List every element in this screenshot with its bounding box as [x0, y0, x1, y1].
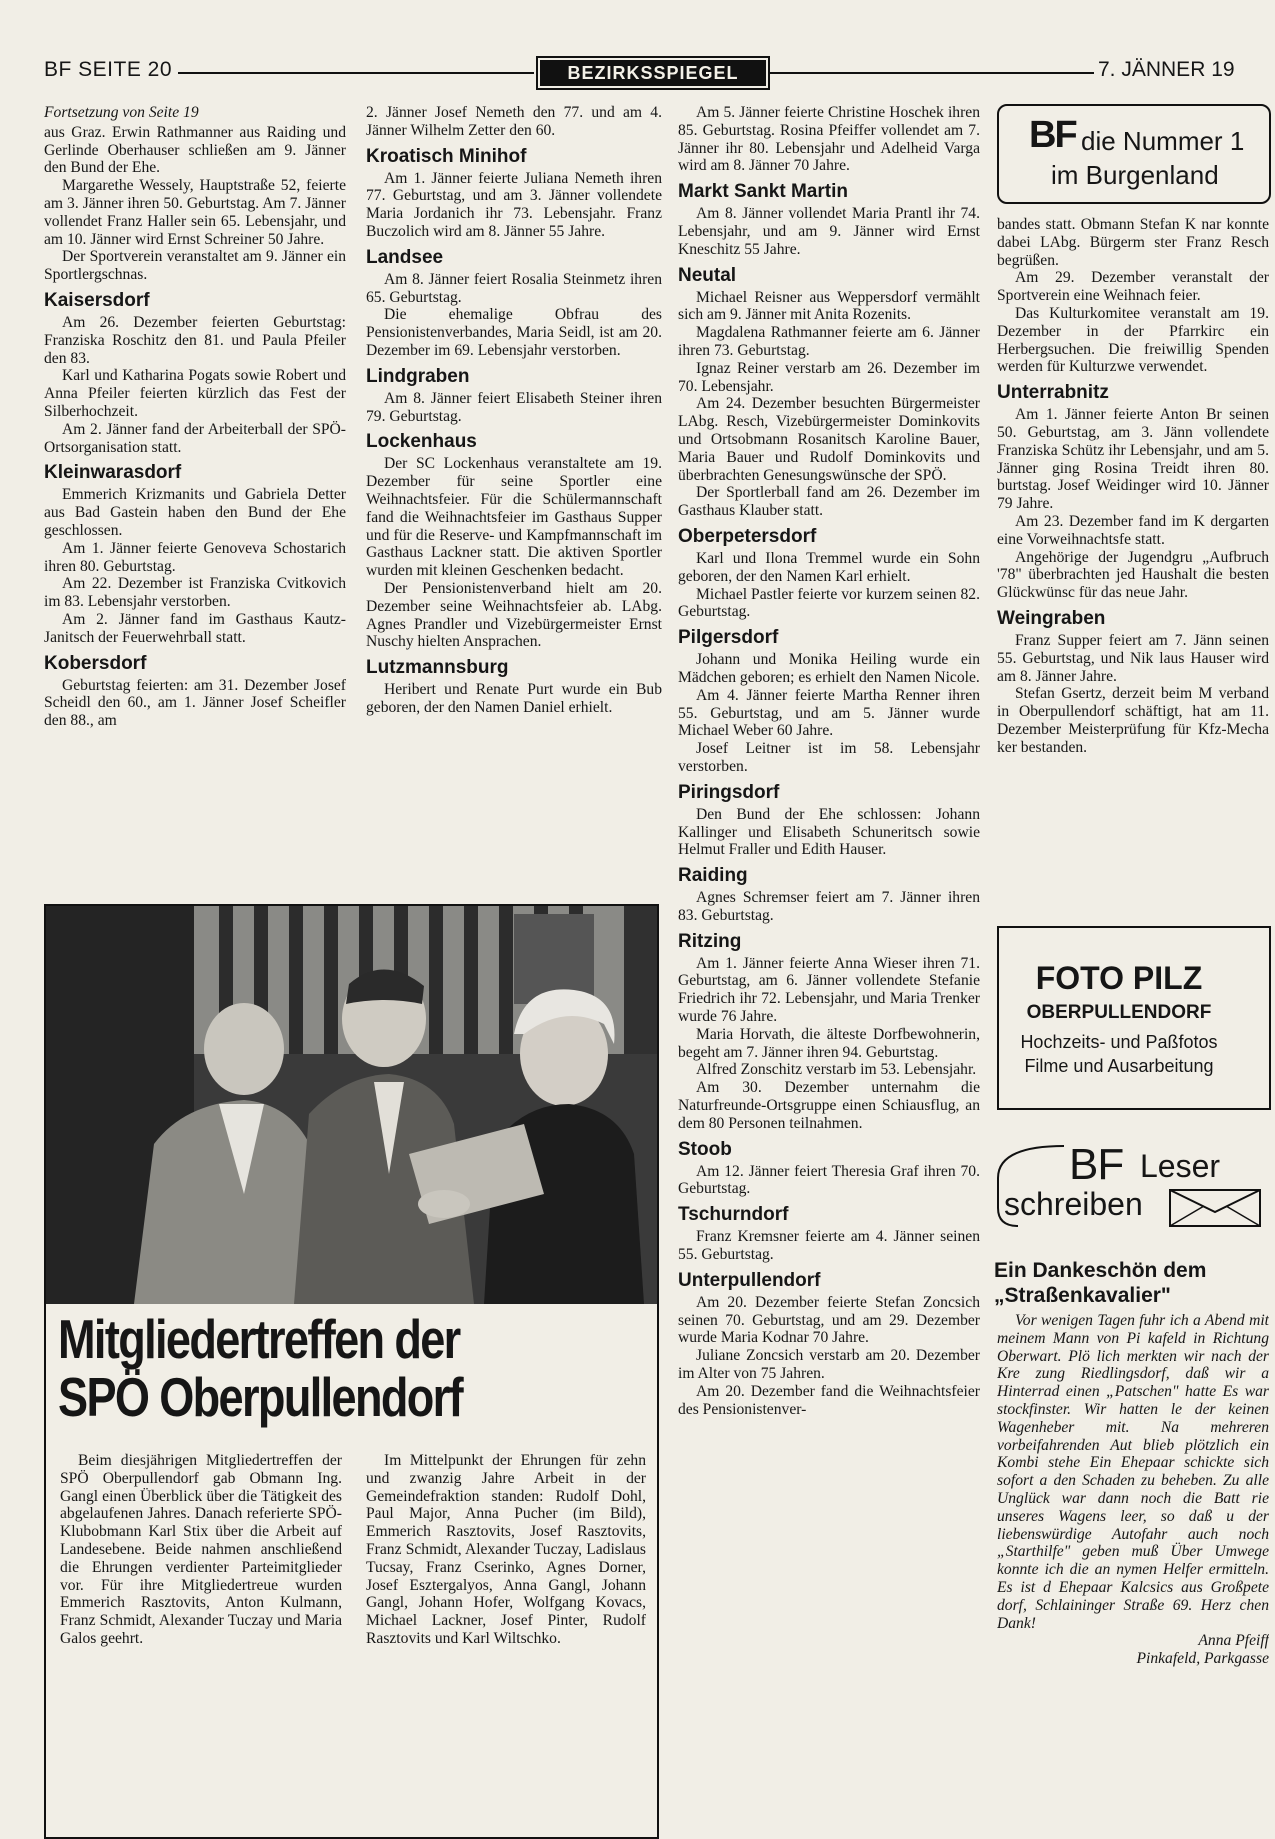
paragraph: Am 2. Jänner fand im Gasthaus Kautz-Janitsch der Feuerwehrball statt. [44, 610, 346, 646]
paragraph: Josef Leitner ist im 58. Lebensjahr verstorben. [678, 740, 980, 775]
paragraph: Am 24. Dezember besuchten Bürgermeister LAbg. Resch, Vizebürgermeister Dominkovits und Ortsobmann Rosanitsch Karoline Bauer, Maria Bauer und Rudolf Dominkovits und überbrachten Genesungswünsche der SPÖ. [678, 395, 980, 484]
article-column-left [60, 1452, 342, 1648]
foto-pilz-ad [997, 926, 1271, 1110]
section-heading: Kleinwarasdorf [44, 462, 182, 484]
section-heading: Pilgersdorf [678, 627, 779, 649]
section-heading: Piringsdorf [678, 781, 780, 803]
ad-line: Filme und Ausarbeitung [1024, 1056, 1214, 1076]
section-badge: BEZIRKSSPIEGEL [536, 56, 770, 90]
letters-word: schreiben [1004, 1186, 1143, 1222]
section-heading: Unterpullendorf [678, 1269, 821, 1291]
headline-line: Mitgliedertreffen der [58, 1308, 460, 1370]
column-1 [44, 104, 346, 730]
section-heading: Unterrabnitz [997, 382, 1109, 404]
paragraph: Am 4. Jänner feierte Martha Renner ihren 55. Geburtstag, und am 5. Jänner wurde Michael Weber 60 Jahre. [678, 686, 980, 740]
paragraph: Heribert und Renate Purt wurde ein Bub geboren, der den Namen Daniel erhielt. [366, 681, 662, 716]
paragraph: Das Kulturkomitee veranstalt am 19. Dezember in der Pfarrkirc ein Herbergsuchen. Die freiwillig Spenden werden für Kulturzwe verwendet. [997, 304, 1269, 376]
paragraph: Margarethe Wessely, Hauptstraße 52, feierte am 3. Jänner ihren 50. Geburtstag. Am 7. Jänner vollendet Franz Haller sein 65. Lebensjahr, und am 10. Jänner wird Ernst Schreiner 50 Jahre. [44, 177, 346, 248]
header-rule-right [768, 72, 1094, 74]
headline-line: SPÖ Oberpullendorf [58, 1366, 462, 1428]
paragraph: Am 23. Dezember fand im K dergarten eine Vorweihnachtsfe statt. [997, 512, 1269, 548]
paragraph: Juliane Zoncsich verstarb am 20. Dezember im Alter von 75 Jahren. [678, 1347, 980, 1383]
paragraph: aus Graz. Erwin Rathmanner aus Raiding und Gerlinde Oberhauser schließen am 9. Jänner den Bund der Ehe. [44, 123, 346, 177]
paragraph: Stefan Gsertz, derzeit beim M verband in Oberpullendorf schäftigt, hat am 11. Dezember Meisterprüfung für Kfz-Mecha ker bestanden. [997, 685, 1269, 756]
continued-note: Fortsetzung von Seite 19 [44, 104, 199, 121]
section-heading: Weingraben [997, 607, 1106, 629]
paragraph: Alfred Zonschitz verstarb im 53. Lebensjahr. [696, 1061, 977, 1079]
letter-text: Vor wenigen Tagen fuhr ich a Abend mit meinem Mann von Pi kafeld in Richtung Oberwart. Plö lich merkten wir nach der Kre zung Riedlingsdorf, daß wir a Hinterrad einen „Patschen" hatte Es war stockfinster. Wir hatten le der keinen Wagenheber mit. Na mehreren vorbeifahrenden Aut blieb plötzlich ein Kombi stehe Ein Ehepaar schickte sich sofort a den Schaden zu beheben. Zu alle Unglück war dann noch die Batt rie unseres Wagens leer, so daß u der liebenswürdige Autofahr auch noch „Starthilfe" geben muß Über Umwege konnte ich die an nymen Helfer ermitteln. Es ist d Ehepaar Kalcsics aus Großpete dorf, Schlaininger Straße 69. Herz chen Dank! [997, 1312, 1269, 1632]
paragraph: Die ehemalige Obfrau des Pensionistenverbandes, Maria Seidl, ist am 20. Dezember im 69. Lebensjahr verstorben. [366, 306, 662, 359]
letters-word: Leser [1140, 1148, 1221, 1184]
paragraph: bandes statt. Obmann Stefan K nar konnte dabei LAbg. Bürgerm ster Franz Resch begrüßen. [997, 216, 1269, 269]
paragraph: Der Sportlerball fand am 26. Dezember im Gasthaus Klauber statt. [678, 484, 980, 520]
column-3 [678, 104, 980, 1418]
paragraph: Ignaz Reiner verstarb am 26. Dezember im 70. Lebensjahr. [678, 359, 980, 395]
letter-body [997, 1312, 1269, 1752]
paragraph: Am 22. Dezember ist Franziska Cvitkovich im 83. Lebensjahr verstorben. [44, 575, 346, 611]
paragraph: Am 1. Jänner feierte Anton Br seinen 50. Geburtstag, am 3. Jänn vollendete Franziska Schütz ihr Lebensjahr, und am 5. Jänner ging Rosina Treidt ihren 80. burtstag. Josef Weidinger wird 10. Jänner 79 Jahre. [997, 406, 1269, 513]
paragraph: Der Pensionistenverband hielt am 20. Dezember seine Weihnachtsfeier ab. LAbg. Agnes Prandler und Vizebürgermeister Ernst Nuschy hielten Ansprachen. [366, 579, 662, 651]
paragraph: Magdalena Rathmanner feierte am 6. Jänner ihren 73. Geburtstag. [678, 324, 980, 359]
letter-signature-place: Pinkafeld, Parkgasse [1136, 1650, 1269, 1668]
paragraph: Karl und Katharina Pogats sowie Robert und Anna Pfeiler feierten kürzlich das Fest der Silberhochzeit. [44, 367, 346, 420]
paragraph: Am 2. Jänner fand der Arbeiterball der SPÖ-Ortsorganisation statt. [44, 420, 346, 456]
column-2 [366, 104, 662, 717]
paragraph: Am 26. Dezember feierten Geburtstag: Franziska Roschitz den 81. und Paula Pfeiler den 83. [44, 313, 346, 367]
section-heading: Landsee [366, 246, 444, 268]
letters-section-logo [994, 1138, 1270, 1230]
section-heading: Ritzing [678, 930, 742, 952]
page-number: BF SEITE 20 [44, 58, 173, 81]
section-heading: Lockenhaus [366, 431, 477, 453]
paragraph: Am 8. Jänner vollendet Maria Prantl ihr 74. Lebensjahr, und am 9. Jänner wird Ernst Kneschitz 55 Jahre. [678, 205, 980, 258]
header-rule-left [178, 72, 534, 74]
paragraph: Am 1. Jänner feierte Genoveva Schostarich ihren 80. Geburtstag. [44, 539, 346, 575]
article-column-right [366, 1452, 646, 1648]
paragraph: Franz Kremsner feierte am 4. Jänner seinen 55. Geburtstag. [678, 1228, 980, 1264]
section-heading: Raiding [678, 865, 748, 887]
bf-logo: BF [1029, 114, 1076, 156]
ad-line: die Nummer 1 [1081, 126, 1245, 156]
article-headline [58, 1310, 542, 1426]
section-heading: Lindgraben [366, 365, 470, 387]
ad-location: OBERPULLENDORF [1026, 1002, 1212, 1023]
paragraph: Am 12. Jänner feiert Theresia Graf ihren 70. Geburtstag. [678, 1162, 980, 1198]
paragraph: Am 30. Dezember unternahm die Naturfreunde-Ortsgruppe einen Schiausflug, an dem 80 Personen teilnahmen. [678, 1079, 980, 1132]
paragraph: Agnes Schremser feiert am 7. Jänner ihren 83. Geburtstag. [678, 889, 980, 924]
bf-promo-ad [997, 104, 1271, 204]
column-4 [997, 216, 1269, 906]
section-heading: Kaisersdorf [44, 289, 150, 311]
paragraph: Am 5. Jänner feierte Christine Hoschek ihren 85. Geburtstag. Rosina Pfeiffer vollendet am 7. Jänner ihr 80. Lebensjahr und Adelheid Varga wird am 8. Jänner 70 Jahre. [678, 104, 980, 175]
article-text: Beim diesjährigen Mitgliedertreffen der SPÖ Oberpullendorf gab Obmann Ing. Gangl einen Überblick über die Tätigkeit des abgelaufenen Jahres. Danach referierte SPÖ-Klubobmann Karl Stix über die Arbeit auf Landesebene. Beide nahmen anschließend die Ehrungen verdienter Parteimitglieder vor. Für ihre Mitgliedertreue wurden Emmerich Rasztovits, Anton Kulmann, Franz Schmidt, Alexander Tuczay und Maria Galos geehrt. [60, 1452, 342, 1647]
section-heading: Kroatisch Minihof [366, 145, 527, 167]
paragraph: Am 20. Dezember fand die Weihnachtsfeier des Pensionistenver- [678, 1382, 980, 1418]
letter-signature: Anna Pfeiff [1198, 1632, 1269, 1650]
paragraph: Franz Supper feiert am 7. Jänn seinen 55. Geburtstag, und Nik laus Hauser wird am 8. Jänner Jahre. [997, 631, 1269, 685]
paragraph: 2. Jänner Josef Nemeth den 77. und am 4. Jänner Wilhelm Zetter den 60. [366, 104, 662, 139]
paragraph: Angehörige der Jugendgru „Aufbruch '78" überbrachten jed Haushalt die besten Glückwünsc für das neue Jahr. [997, 548, 1269, 602]
paragraph: Am 1. Jänner feierte Anna Wieser ihren 71. Geburtstag, am 6. Jänner vollendete Stefanie Friedrich ihr 72. Lebensjahr, und Maria Trenker wurde 76 Jahre. [678, 954, 980, 1026]
paragraph: Am 8. Jänner feiert Rosalia Steinmetz ihren 65. Geburtstag. [366, 270, 662, 306]
ad-business-name: FOTO PILZ [1035, 960, 1203, 996]
paragraph: Den Bund der Ehe schlossen: Johann Kallinger und Elisabeth Schuneritsch sowie Helmut Fraller und Edith Hauser. [678, 805, 980, 859]
article-text: Im Mittelpunkt der Ehrungen für zehn und zwanzig Jahre Arbeit in der Gemeindefraktion standen: Rudolf Dohl, Paul Major, Anna Pucher (im Bild), Emmerich Rasztovits, Josef Rasztovits, Franz Schmidt, Alexander Tuczay, Ladislaus Tucsay, Franz Cserinko, Agnes Dorner, Josef Esztergalyos, Anna Gangl, Johann Gangl, Johann Hofer, Wolfgang Kovacs, Michael Lackner, Josef Pinter, Rudolf Rasztovits und Karl Wiltschko. [366, 1452, 646, 1647]
section-heading: Kobersdorf [44, 652, 147, 674]
paragraph: Michael Pastler feierte vor kurzem seinen 82. Geburtstag. [678, 585, 980, 621]
bf-logo: BF [1069, 1140, 1124, 1189]
section-heading: Oberpetersdorf [678, 525, 817, 547]
section-heading: Tschurndorf [678, 1204, 789, 1226]
paragraph: Michael Reisner aus Weppersdorf vermählt sich am 9. Jänner mit Anita Rozenits. [678, 288, 980, 324]
paragraph: Karl und Ilona Tremmel wurde ein Sohn geboren, der den Namen Karl erhielt. [678, 549, 980, 585]
paragraph: Der Sportverein veranstaltet am 9. Jänner ein Sportlergschnas. [44, 248, 346, 284]
section-heading: Neutal [678, 264, 737, 286]
paragraph: Am 29. Dezember veranstalt der Sportverein eine Weihnach feier. [997, 269, 1269, 305]
letter-headline: Ein Dankeschön dem „Straßenkavalier" [994, 1259, 1207, 1307]
paragraph: Johann und Monika Heiling wurde ein Mädchen geboren; es erhielt den Namen Nicole. [678, 651, 980, 686]
paragraph: Am 20. Dezember feierte Stefan Zoncsich seinen 70. Geburtstag, und am 29. Dezember wurde Maria Kodnar 70 Jahre. [678, 1293, 980, 1347]
section-heading: Lutzmannsburg [366, 657, 509, 679]
ad-line: im Burgenland [1051, 160, 1219, 190]
issue-date: 7. JÄNNER 19 [1098, 58, 1235, 81]
paragraph: Emmerich Krizmanits und Gabriela Detter aus Bad Gastein haben den Bund der Ehe geschlossen. [44, 486, 346, 539]
paragraph: Am 8. Jänner feiert Elisabeth Steiner ihren 79. Geburtstag. [366, 389, 662, 425]
paragraph: Geburtstag feierten: am 31. Dezember Josef Scheidl den 60., am 1. Jänner Josef Scheifler den 88., am [44, 676, 346, 730]
paragraph: Maria Horvath, die älteste Dorfbewohnerin, begeht am 7. Jänner ihren 94. Geburtstag. [678, 1025, 980, 1061]
section-heading: Stoob [678, 1138, 732, 1160]
section-heading: Markt Sankt Martin [678, 181, 848, 203]
paragraph: Am 1. Jänner feierte Juliana Nemeth ihren 77. Geburtstag, und am 3. Jänner vollendete Maria Jordanich ihr 73. Lebensjahr. Franz Buczolich wird am 8. Jänner 55 Jahre. [366, 169, 662, 240]
ad-line: Hochzeits- und Paßfotos [1020, 1032, 1218, 1052]
paragraph: Der SC Lockenhaus veranstaltete am 19. Dezember für seine Sportler eine Weihnachtsfeier. Für die Schülermannschaft fand die Weihnachtsfeier im Gasthaus Supper und für die Reserve- und Kampfmannschaft im Gasthaus Lackner statt. Die aktiven Sportler wurden mit kleinen Geschenken bedacht. [366, 455, 662, 580]
